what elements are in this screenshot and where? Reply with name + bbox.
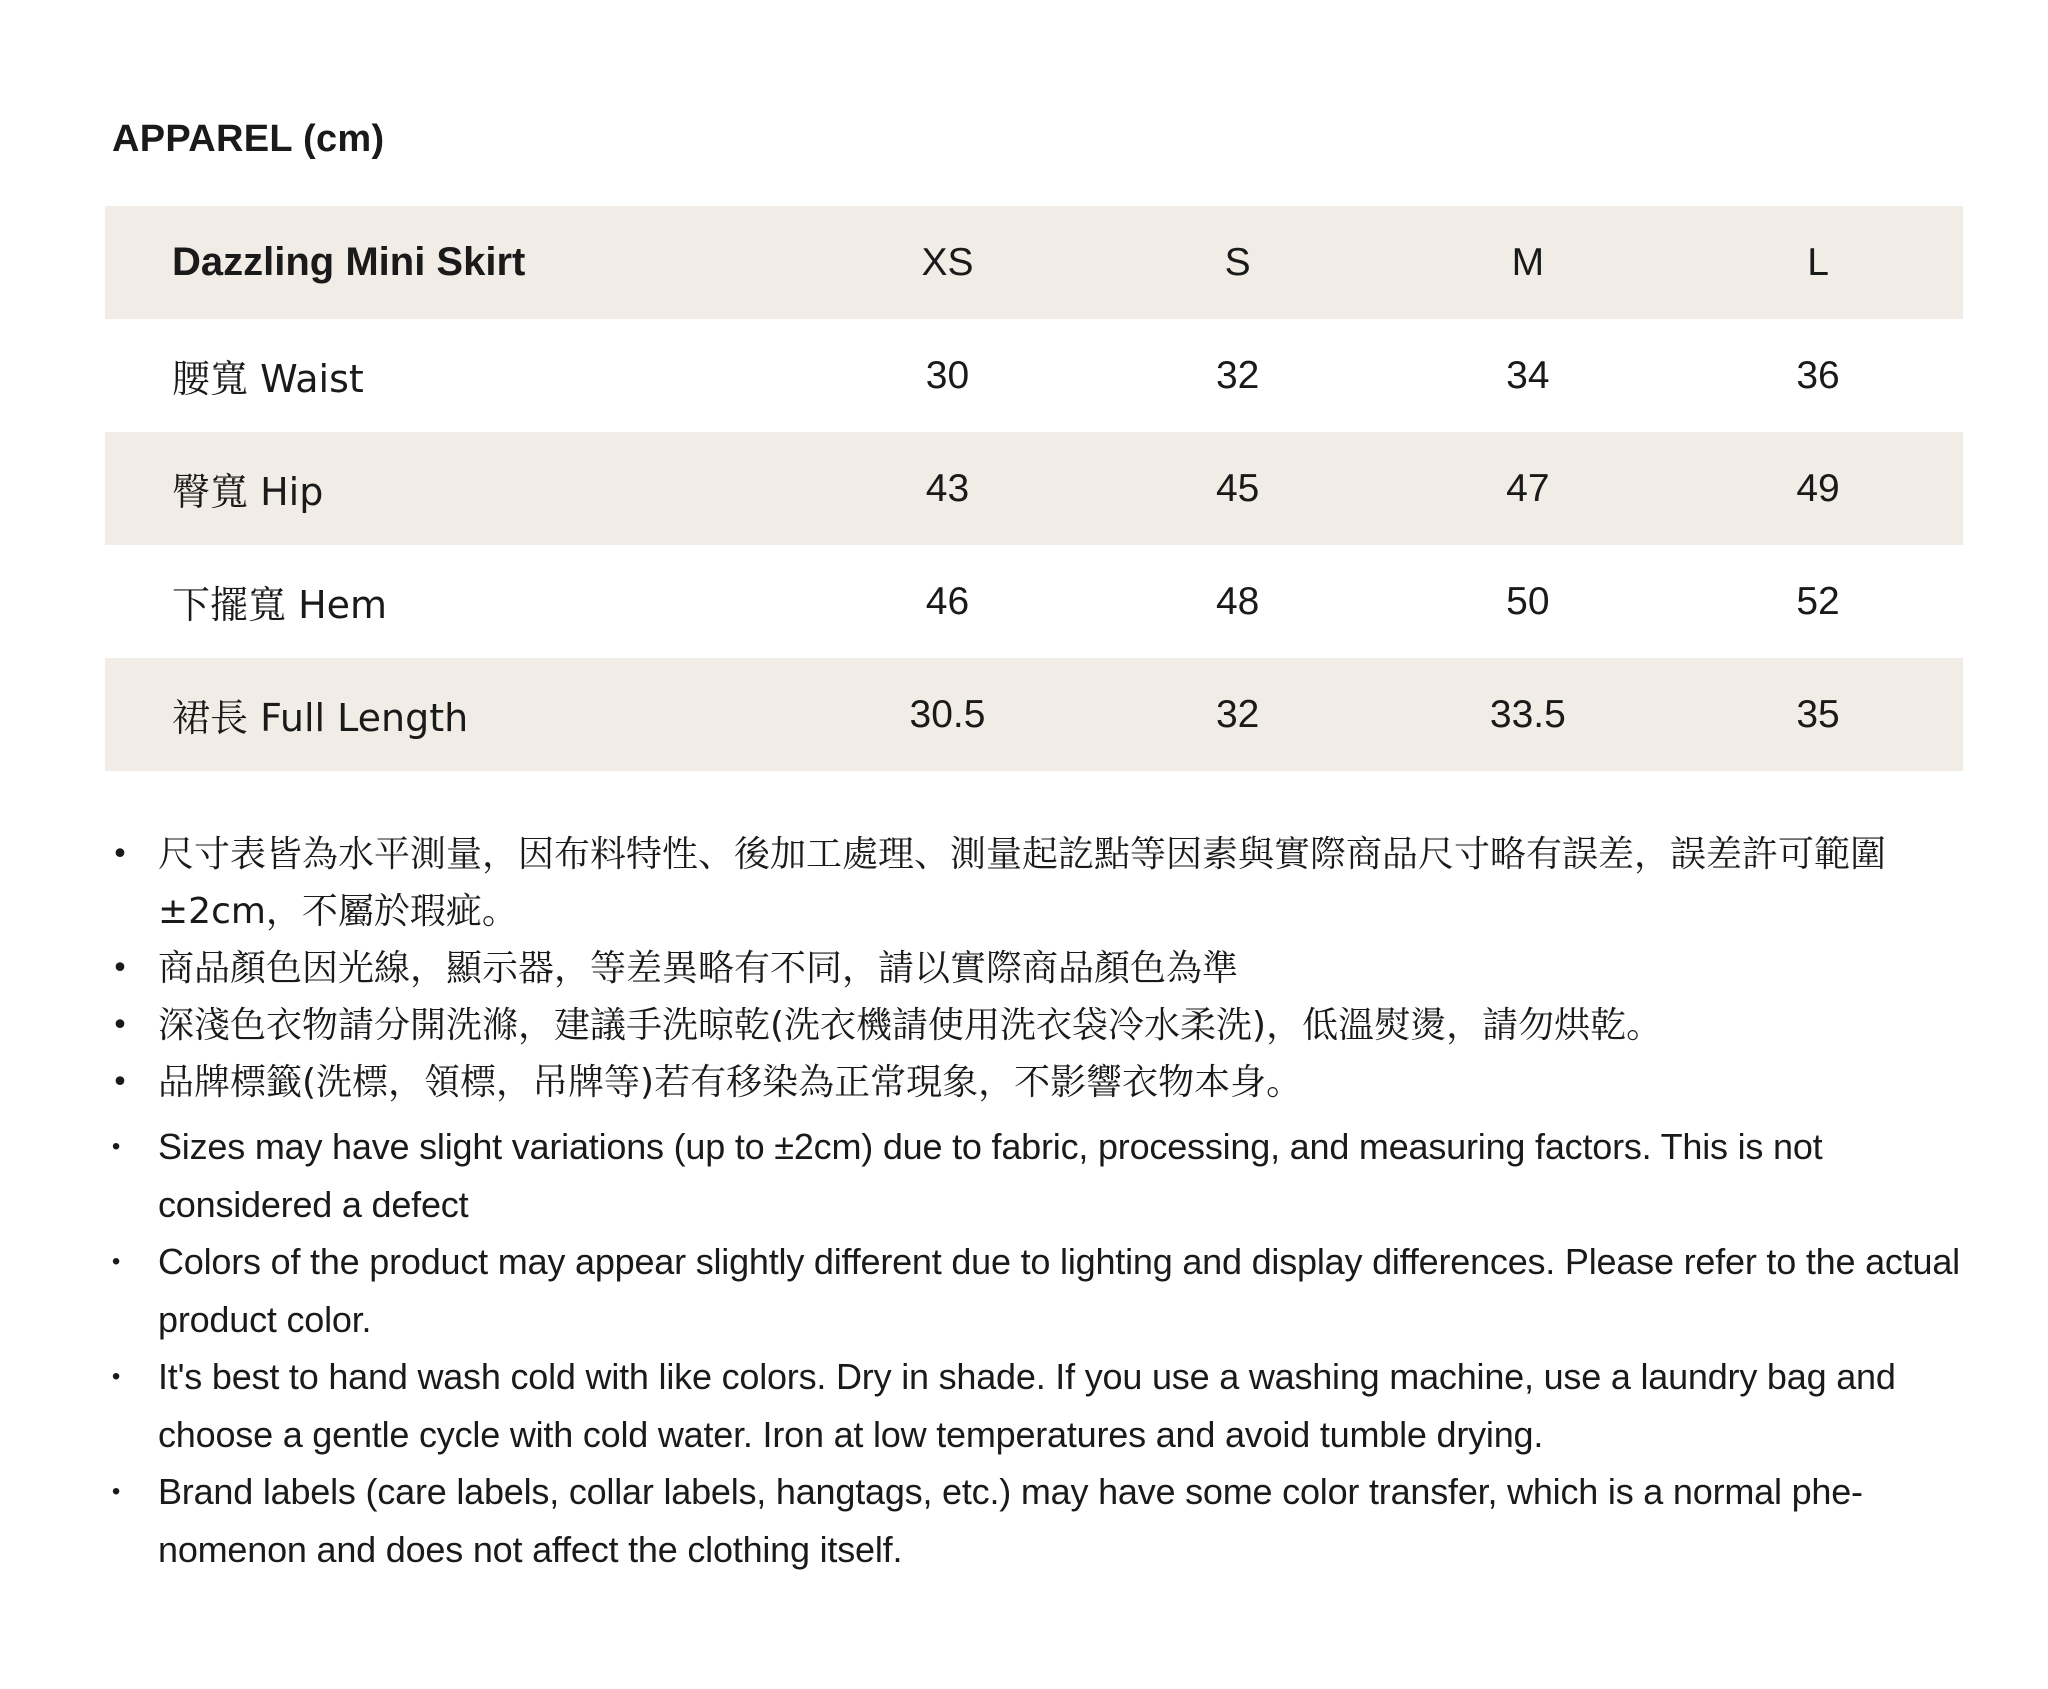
note-text: Brand labels (care labels, collar labels, hangtags, etc.) may have some color transfer, which is a normal phe-nomenon and does not affect the clothing itself. [158, 1471, 1863, 1570]
bullet-icon: • [111, 1248, 121, 1275]
table-cell: 45 [1215, 466, 1260, 510]
row-label-waist: 腰寬 Waist [172, 357, 364, 401]
list-item [105, 1054, 1965, 1111]
table-header-row [105, 206, 1963, 319]
table-row-waist [105, 319, 1963, 432]
note-text: Sizes may have slight variations (up to ±2cm) due to fabric, processing, and measuring factors. This is not considered a defect [158, 1126, 1823, 1225]
table-cell: 32 [1215, 692, 1260, 736]
note-text: 深淺色衣物請分開洗滌，建議手洗晾乾(洗衣機請使用洗衣袋冷水柔洗)，低溫熨燙，請勿烘乾。 [158, 1005, 1663, 1046]
list-item [105, 940, 1965, 997]
size-header-s: S [1224, 240, 1251, 284]
bullet-icon: • [111, 1133, 121, 1160]
note-text: Colors of the product may appear slightly different due to lighting and display differences. Please refer to the actual product color. [158, 1241, 1960, 1340]
table-row-full-length [105, 658, 1963, 771]
row-label-hem: 下擺寬 Hem [172, 583, 388, 627]
list-item [105, 1348, 1965, 1463]
table-cell: 36 [1796, 353, 1840, 397]
row-label-hip: 臀寬 Hip [172, 470, 324, 514]
size-header-m: M [1511, 240, 1545, 284]
table-cell: 49 [1796, 466, 1840, 510]
note-text: 品牌標籤(洗標，領標，吊牌等)若有移染為正常現象，不影響衣物本身。 [158, 1062, 1303, 1103]
row-label-full-length: 裙長 Full Length [172, 696, 469, 740]
bullet-icon: • [111, 1065, 129, 1100]
list-item [105, 826, 1965, 940]
table-cell: 32 [1215, 353, 1260, 397]
product-name-header: Dazzling Mini Skirt [172, 240, 526, 284]
bullet-icon: • [111, 837, 129, 872]
list-item [105, 1118, 1965, 1233]
bullet-icon: • [111, 951, 129, 986]
table-cell: 43 [925, 466, 970, 510]
table-cell: 34 [1506, 353, 1550, 397]
notes-english [105, 1118, 1965, 1578]
table-cell: 47 [1506, 466, 1550, 510]
table-cell: 35 [1796, 692, 1840, 736]
notes-chinese [105, 826, 1965, 1111]
table-cell: 52 [1796, 579, 1840, 623]
table-row-hip [105, 432, 1963, 545]
table-cell: 30.5 [909, 692, 986, 736]
table-cell: 50 [1506, 579, 1550, 623]
bullet-icon: • [111, 1008, 129, 1043]
section-title: APPAREL (cm) [112, 118, 385, 160]
size-header-l: L [1807, 240, 1829, 284]
note-text: 商品顏色因光線，顯示器，等差異略有不同，請以實際商品顏色為準 [158, 948, 1239, 989]
bullet-icon: • [111, 1363, 121, 1390]
table-row-hem [105, 545, 1963, 658]
table-cell: 48 [1215, 579, 1260, 623]
list-item [105, 1463, 1965, 1578]
bullet-icon: • [111, 1478, 121, 1505]
size-header-xs: XS [921, 240, 974, 284]
size-chart-table [105, 206, 1963, 771]
table-cell: 33.5 [1489, 692, 1566, 736]
list-item [105, 1233, 1965, 1348]
table-cell: 30 [925, 353, 970, 397]
list-item [105, 997, 1965, 1054]
note-text: 尺寸表皆為水平測量，因布料特性、後加工處理、測量起訖點等因素與實際商品尺寸略有誤差，誤差許可範圍±2cm，不屬於瑕疵。 [158, 834, 1887, 932]
table-cell: 46 [925, 579, 970, 623]
note-text: It's best to hand wash cold with like colors. Dry in shade. If you use a washing machine, use a laundry bag and choose a gentle cycle with cold water. Iron at low temperatures and avoid tumble drying. [158, 1356, 1896, 1455]
